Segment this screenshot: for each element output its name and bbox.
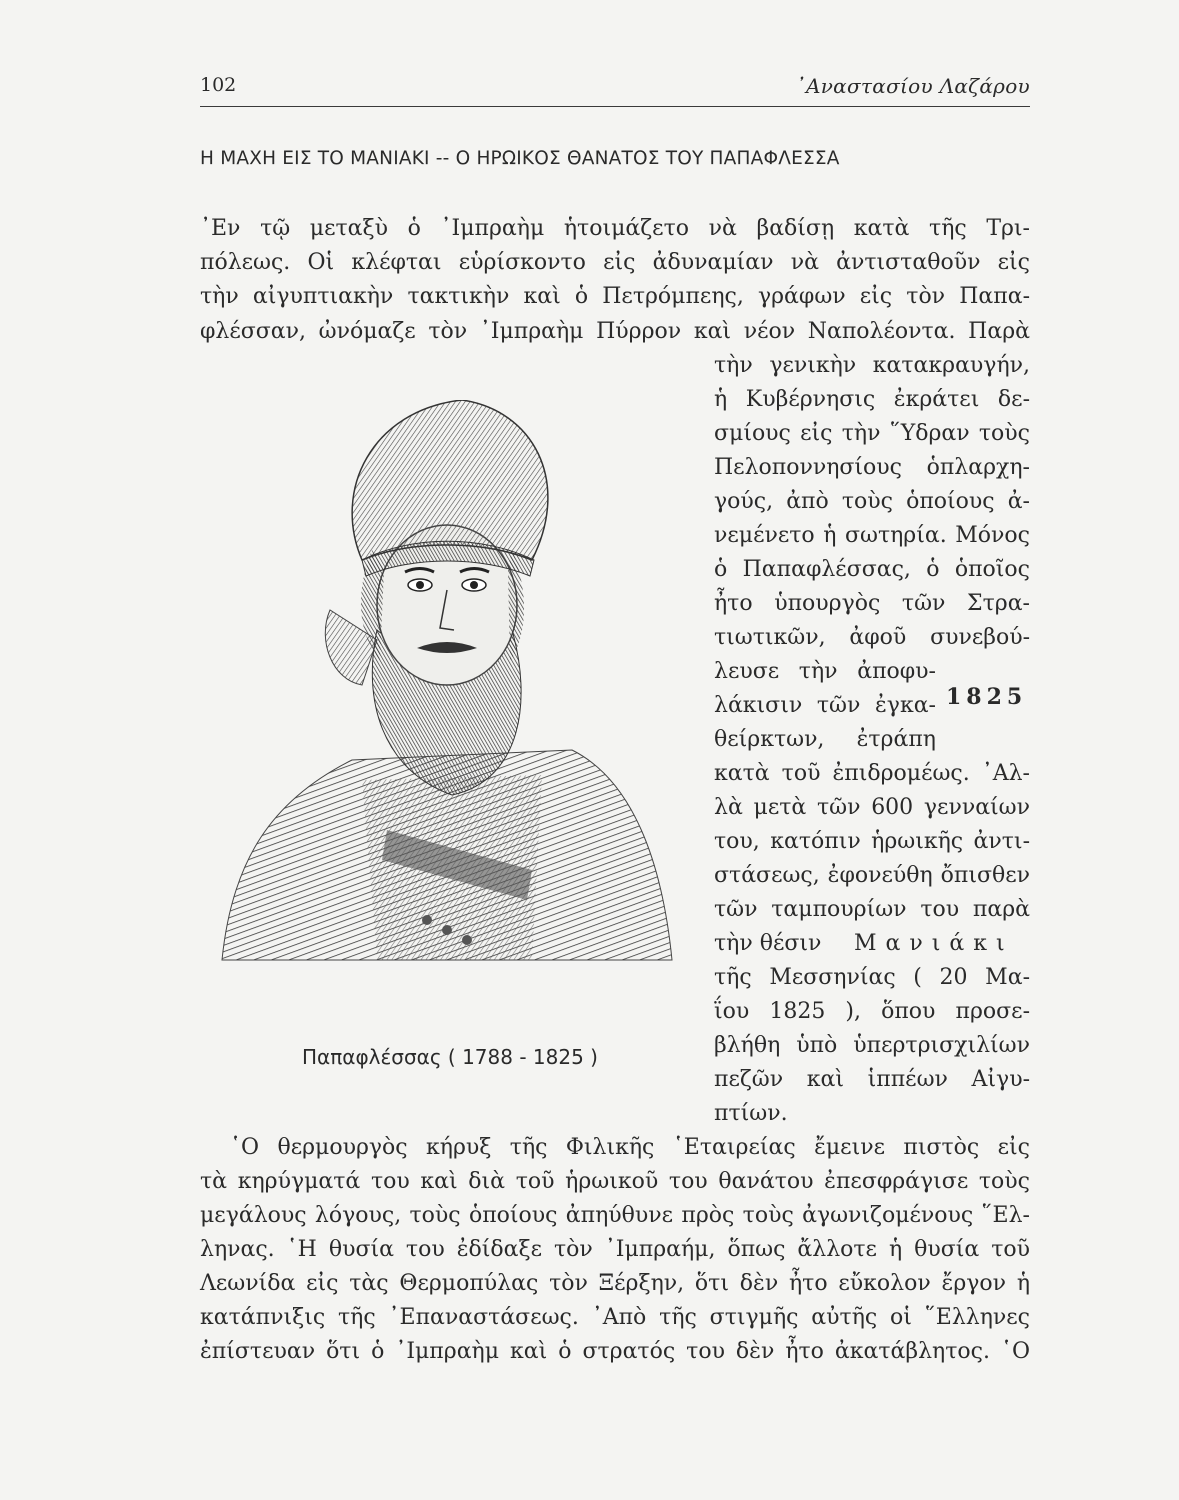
body-line: Λεωνίδα εἰς τὰς Θερμοπύλας τὸν Ξέρξην, ὅτι δὲν ἦτο εὔκολον ἔργον ἡ [200,1271,1030,1296]
column-line-text: τὴν θέσιν [714,931,822,956]
column-line: του, κατόπιν ἡρωικῆς ἀντι- [714,829,1030,854]
column-line: τιωτικῶν, ἀφοῦ συνεβού- [714,625,1030,650]
body-line: ῾Ο θερμουργὸς κήρυξ τῆς Φιλικῆς ῾Εταιρείας ἔμεινε πιστὸς εἰς [230,1135,1030,1160]
column-line: λευσε τὴν ἀποφυ- [714,659,936,684]
section-title: Η ΜΑΧΗ ΕΙΣ ΤΟ ΜΑΝΙΑΚΙ -- Ο ΗΡΩΙΚΟΣ ΘΑΝΑΤΟΣ ΤΟΥ ΠΑΠΑΦΛΕΣΣΑ [200,148,840,169]
body-line: μεγάλους λόγους, τοὺς ὁποίους ἀπηύθυνε πρὸς τοὺς ἀγωνιζομένους ῞Ελ- [200,1203,1030,1228]
body-line: ᾿Εν τῷ μεταξὺ ὁ ᾿Ιμπραὴμ ἡτοιμάζετο νὰ βαδίσῃ κατὰ τῆς Τρι- [200,216,1030,241]
column-line: πτίων. [714,1101,788,1126]
column-line: πεζῶν καὶ ἱππέων Αἰγυ- [714,1067,1030,1092]
column-line: τῆς Μεσσηνίας ( 20 Μα- [714,965,1030,990]
column-line: τὴν γενικὴν κατακραυγήν, [714,353,1030,378]
body-line: ἐπίστευαν ὅτι ὁ ᾿Ιμπραὴμ καὶ ὁ στρατός του δὲν ἦτο ἀκατάβλητος. ῾Ο [200,1339,1030,1364]
running-head: ᾿Αναστασίου Λαζάρου [795,74,1030,98]
place-name: Μανιάκι [854,931,1014,956]
portrait-engraving-icon [212,400,702,1020]
column-line: λάκισιν τῶν ἐγκα- [714,693,936,718]
column-line: βλήθη ὑπὸ ὑπερτρισχιλίων [714,1033,1030,1058]
column-line: θείρκτων, ἐτράπη [714,727,936,752]
figure-caption: Παπαφλέσσας ( 1788 - 1825 ) [302,1045,598,1069]
body-line: κατάπνιξις τῆς ᾿Επαναστάσεως. ᾿Απὸ τῆς στιγμῆς αὐτῆς οἱ ῞Ελληνες [200,1305,1030,1330]
body-line: τὰ κηρύγματά του καὶ διὰ τοῦ ἡρωικοῦ του θανάτου ἐπεσφράγισε τοὺς [200,1169,1030,1194]
column-line: τῶν ταμπουρίων του παρὰ [714,897,1030,922]
column-line: ἦτο ὑπουργὸς τῶν Στρα- [714,591,1030,616]
column-line: σμίους εἰς τὴν ῞Υδραν τοὺς [714,421,1030,446]
body-line: ληνας. ῾Η θυσία του ἐδίδαξε τὸν ᾿Ιμπραήμ, ὅπως ἄλλοτε ἡ θυσία τοῦ [200,1237,1030,1262]
column-line: στάσεως, ἐφονεύθη ὄπισθεν [714,863,1030,888]
column-line: ΐου 1825 ), ὅπου προσε- [714,999,1030,1024]
column-line: λὰ μετὰ τῶν 600 γενναίων [714,795,1030,820]
column-line: νεμένετο ἡ σωτηρία. Μόνος [714,523,1030,548]
column-line: Πελοποννησίους ὁπλαρχη- [714,455,1030,480]
column-line: γούς, ἀπὸ τοὺς ὁποίους ἀ- [714,489,1030,514]
page-header [200,72,1030,107]
body-line: φλέσσαν, ὠνόμαζε τὸν ᾿Ιμπραὴμ Πύρρον καὶ νέον Ναπολέοντα. Παρὰ [200,319,1030,344]
marginal-year: 1825 [940,680,1027,714]
column-line: κατὰ τοῦ ἐπιδρομέως. ᾿Αλ- [714,761,1030,786]
body-line: τὴν αἰγυπτιακὴν τακτικὴν καὶ ὁ Πετρόμπεης, γράφων εἰς τὸν Παπα- [200,284,1030,309]
column-line: ἡ Κυβέρνησις ἐκράτει δε- [714,387,1030,412]
column-line [714,927,1030,961]
column-line: ὁ Παπαφλέσσας, ὁ ὁποῖος [714,557,1030,582]
page-number: 102 [200,74,237,96]
body-line: πόλεως. Οἱ κλέφται εὑρίσκοντο εἰς ἀδυναμίαν νὰ ἀντισταθοῦν εἰς [200,250,1030,275]
